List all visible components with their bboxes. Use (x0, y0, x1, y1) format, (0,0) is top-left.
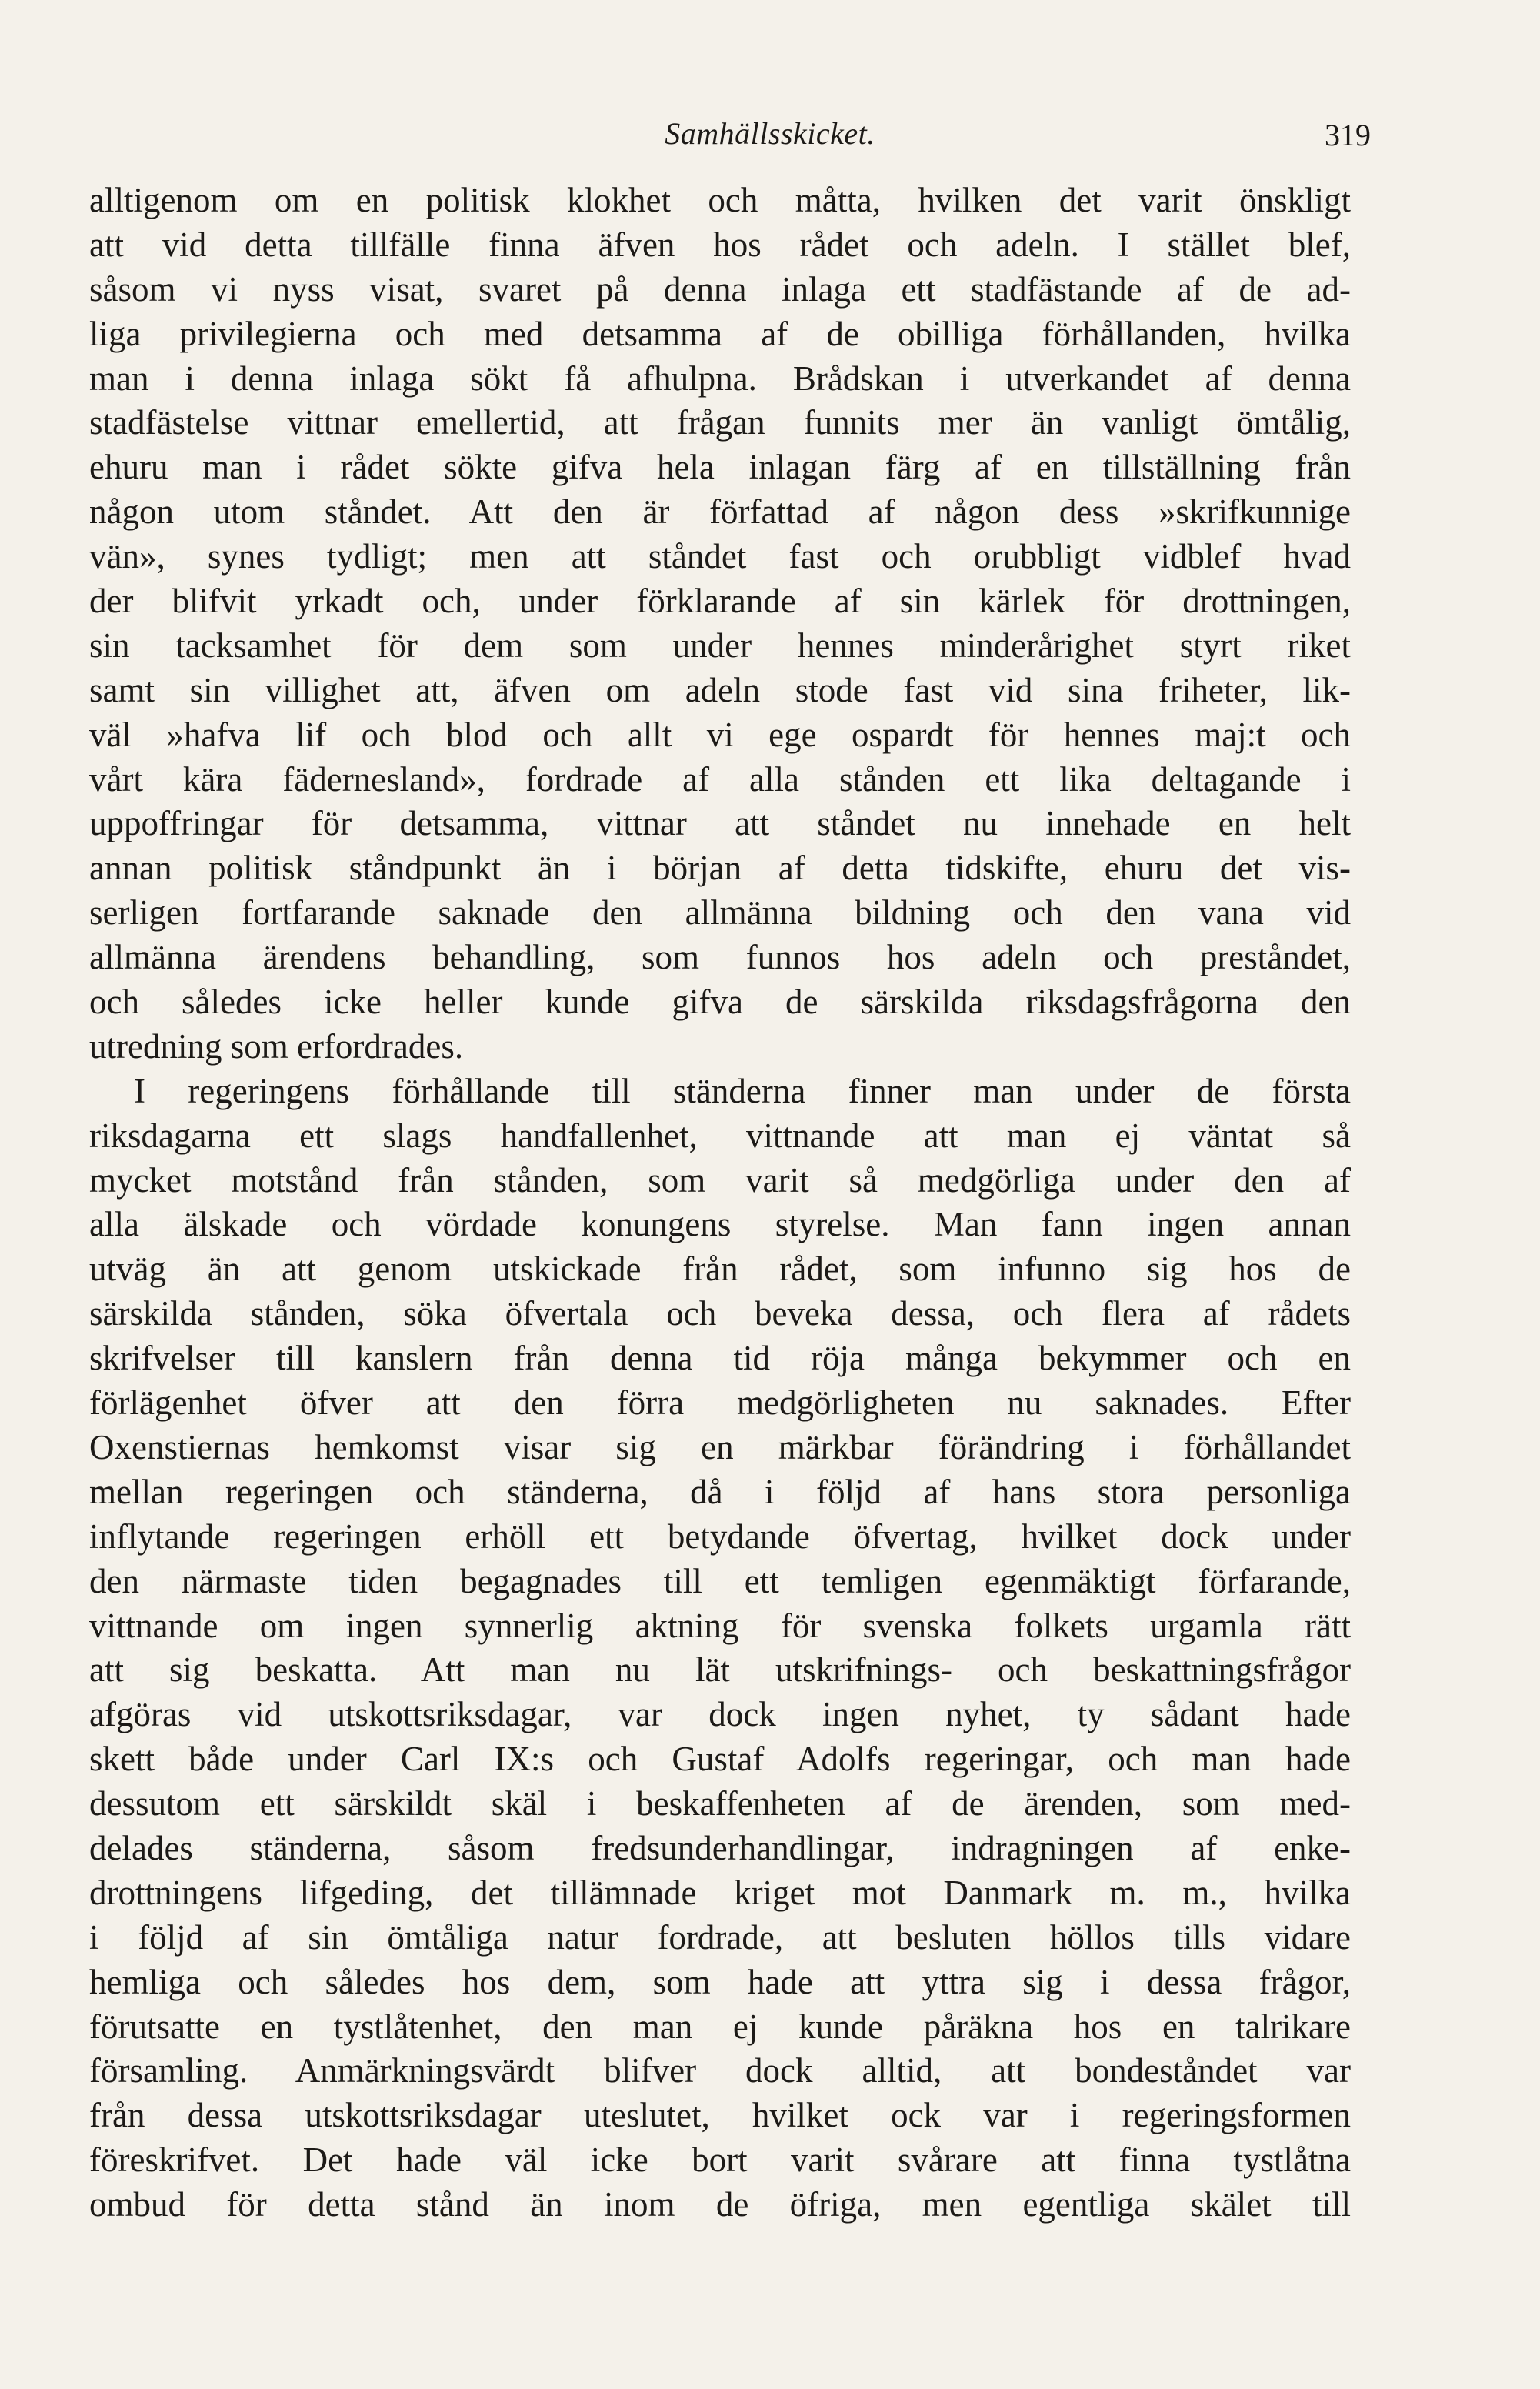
text-line: att vid detta tillfälle finna äfven hos rådet och adeln. I stället blef, (89, 225, 1351, 264)
text-line: allmänna ärendens behandling, som funnos hos adeln och preståndet, (89, 938, 1351, 977)
text-line: att sig beskatta. Att man nu lät utskrifnings- och beskattningsfrågor (89, 1650, 1351, 1690)
text-line: drottningens lifgeding, det tillämnade kriget mot Danmark m. m., hvilka (89, 1873, 1351, 1912)
text-line: annan politisk ståndpunkt än i början af detta tidskifte, ehuru det vis- (89, 849, 1351, 888)
text-line: i följd af sin ömtåliga natur fordrade, att besluten höllos tills vidare (89, 1917, 1351, 1957)
text-line: och således icke heller kunde gifva de särskilda riksdagsfrågorna den (89, 983, 1351, 1022)
text-line: förutsatte en tystlåtenhet, den man ej kunde påräkna hos en talrikare (89, 2007, 1351, 2046)
running-title: Samhällsskicket. (665, 116, 875, 151)
text-line: vän», synes tydligt; men att ståndet fast och orubbligt vidblef hvad (89, 537, 1351, 576)
text-line: man i denna inlaga sökt få afhulpna. Brådskan i utverkandet af denna (89, 359, 1351, 398)
text-line: hemliga och således hos dem, som hade att yttra sig i dessa frågor, (89, 1962, 1351, 2001)
text-line: liga privilegierna och med detsamma af de obilliga förhållanden, hvilka (89, 314, 1351, 353)
text-line: ombud för detta stånd än inom de öfriga, men egentliga skälet till (89, 2185, 1351, 2224)
text-line: inflytande regeringen erhöll ett betydande öfvertag, hvilket dock under (89, 1516, 1351, 1556)
text-line: särskilda stånden, söka öfvertala och beveka dessa, och flera af rådets (89, 1294, 1351, 1333)
text-line: delades ständerna, såsom fredsunderhandlingar, indragningen af enke- (89, 1828, 1351, 1867)
text-line: någon utom ståndet. Att den är författad af någon dess »skrifkunnige (89, 492, 1351, 532)
text-line: sin tacksamhet för dem som under hennes minderårighet styrt riket (89, 626, 1351, 665)
text-line: den närmaste tiden begagnades till ett temligen egenmäktigt förfarande, (89, 1561, 1351, 1600)
text-line: afgöras vid utskottsriksdagar, var dock ingen nyhet, ty sådant hade (89, 1695, 1351, 1734)
text-line: Oxenstiernas hemkomst visar sig en märkbar förändring i förhållandet (89, 1427, 1351, 1466)
text-line: dessutom ett särskildt skäl i beskaffenheten af de ärenden, som med- (89, 1784, 1351, 1823)
text-line: utredning som erfordrades. (89, 1026, 464, 1066)
text-line: mellan regeringen och ständerna, då i följd af hans stora personliga (89, 1472, 1351, 1511)
text-line: I regeringens förhållande till ständerna finner man under de första (134, 1071, 1351, 1110)
text-line: stadfästelse vittnar emellertid, att frågan funnits mer än vanligt ömtålig, (89, 403, 1351, 442)
text-line: utväg än att genom utskickade från rådet, som infunno sig hos de (89, 1250, 1351, 1289)
text-line: mycket motstånd från stånden, som varit så medgörliga under den af (89, 1160, 1351, 1200)
text-line: alla älskade och vördade konungens styrelse. Man fann ingen annan (89, 1205, 1351, 1244)
page-number: 319 (1325, 118, 1371, 152)
text-line: förlägenhet öfver att den förra medgörligheten nu saknades. Efter (89, 1383, 1351, 1423)
text-line: alltigenom om en politisk klokhet och måtta, hvilken det varit önskligt (89, 181, 1351, 219)
text-line: vårt kära fädernesland», fordrade af alla stånden ett lika deltagande i (89, 759, 1351, 799)
text-line: föreskrifvet. Det hade väl icke bort varit svårare att finna tystlåtna (89, 2140, 1351, 2180)
text-line: skrifvelser till kanslern från denna tid röja många bekymmer och en (89, 1339, 1351, 1378)
text-line: ehuru man i rådet sökte gifva hela inlagan färg af en tillställning från (89, 448, 1351, 487)
text-line: skett både under Carl IX:s och Gustaf Adolfs regeringar, och man hade (89, 1740, 1351, 1779)
text-line: serligen fortfarande saknade den allmänna bildning och den vana vid (89, 893, 1351, 933)
text-line: församling. Anmärkningsvärdt blifver dock alltid, att bondeståndet var (89, 2051, 1351, 2090)
text-line: uppoffringar för detsamma, vittnar att ståndet nu innehade en helt (89, 804, 1351, 843)
body-text (89, 179, 1351, 2227)
text-line: såsom vi nyss visat, svaret på denna inlaga ett stadfästande af de ad- (89, 269, 1351, 309)
text-line: väl »hafva lif och blod och allt vi ege ospardt för hennes maj:t och (89, 715, 1351, 754)
text-line: der blifvit yrkadt och, under förklarande af sin kärlek för drottningen, (89, 582, 1351, 621)
text-line: från dessa utskottsriksdagar uteslutet, hvilket ock var i regeringsformen (89, 2096, 1351, 2135)
text-line: samt sin villighet att, äfven om adeln stode fast vid sina friheter, lik- (89, 670, 1351, 709)
text-line: riksdagarna ett slags handfallenhet, vittnande att man ej väntat så (89, 1116, 1351, 1155)
text-line: vittnande om ingen synnerlig aktning för svenska folkets urgamla rätt (89, 1606, 1351, 1645)
